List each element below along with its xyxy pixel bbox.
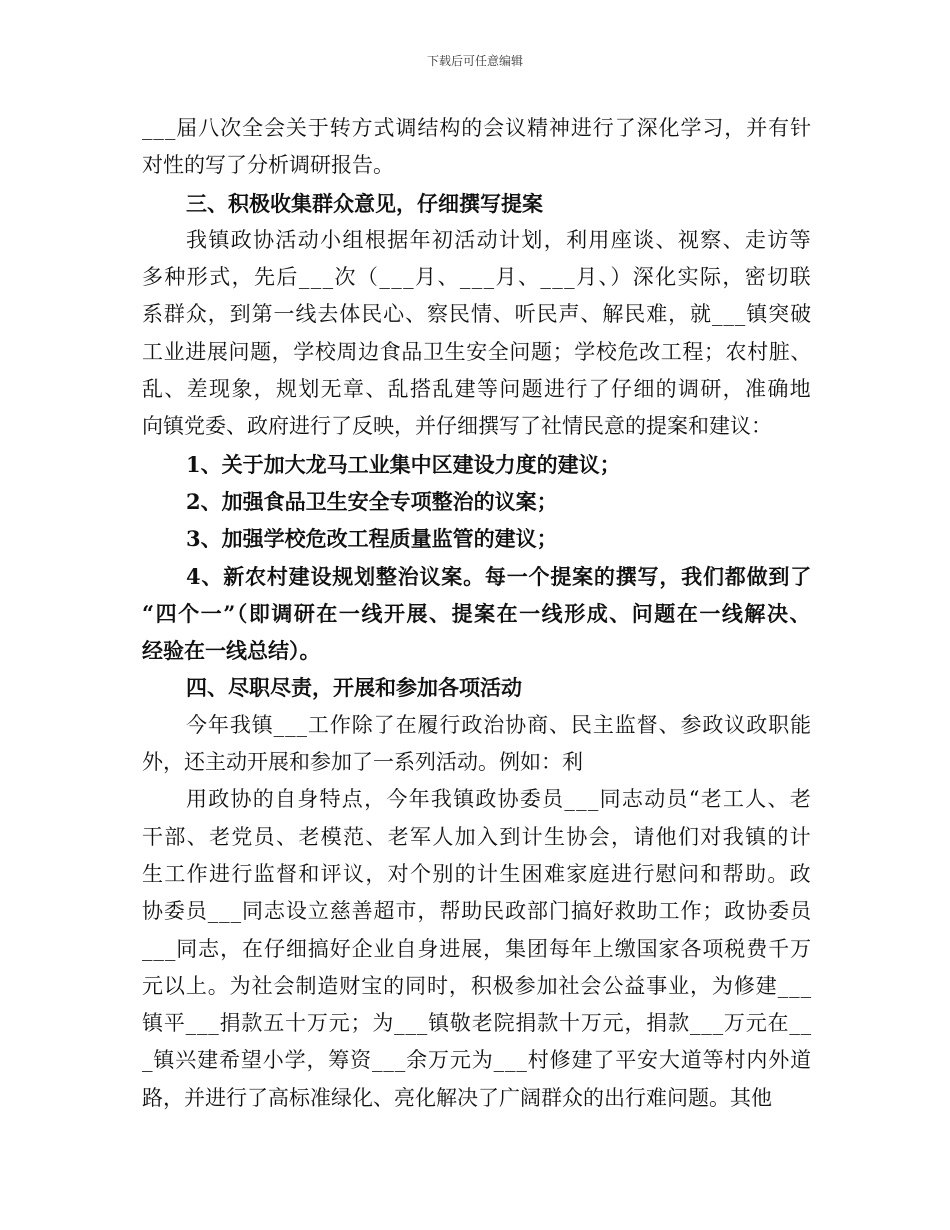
document-body [142,110,812,1117]
text-line: 用政协的自身特点，今年我镇政协委员___同志动员“老工人、老 [186,787,812,812]
text-line: 3、加强学校危改工程质量监管的建议； [186,526,558,552]
text-line: 多种形式，先后___次（___月、___月、___月、）深化实际，密切联 [142,265,812,290]
text-line: 工业进展问题，学校周边食品卫生安全问题；学校危改工程；农村脏、 [142,339,812,364]
text-line: 外，还主动开展和参加了一系列活动。例如：利 [142,750,583,775]
text-line: 今年我镇___工作除了在履行政治协商、民主监督、参政议政职能 [186,712,812,737]
text-line: 协委员___同志设立慈善超市，帮助民政部门搞好救助工作；政协委员 [142,899,812,924]
text-line: 干部、老党员、老模范、老军人加入到计生协会，请他们对我镇的计 [142,824,812,849]
text-line: 2、加强食品卫生安全专项整治的议案； [186,488,558,514]
text-line: “四个一”（即调研在一线开展、提案在一线形成、问题在一线解决、 [142,600,812,626]
text-line: 生工作进行监督和评议，对个别的计生困难家庭进行慰问和帮助。政 [142,861,812,886]
text-line: 经验在一线总结）。 [142,638,321,664]
text-line: 4、新农村建设规划整治议案。每一个提案的撰写，我们都做到了 [186,563,812,589]
text-line: 1、关于加大龙马工业集中区建设力度的建议； [186,451,621,477]
text-line: 对性的写了分析调研报告。 [142,153,394,178]
text-line: ___届八次全会关于转方式调结构的会议精神进行了深化学习，并有针 [142,116,812,140]
page-header: 下载后可任意编辑 [426,54,523,68]
text-line: 路，并进行了高标准绿化、亮化解决了广阔群众的出行难问题。其他 [142,1085,772,1110]
text-line: 向镇党委、政府进行了反映，并仔细撰写了社情民意的提案和建议： [142,414,772,439]
text-line: _镇兴建希望小学，筹资___余万元为___村修建了平安大道等村内外道 [142,1048,812,1073]
text-line: 三、积极收集群众意见，仔细撰写提案 [186,190,543,216]
text-line: 系群众，到第一线去体民心、察民情、听民声、解民难，就___镇突破 [142,302,812,327]
text-line: 元以上。为社会制造财宝的同时，积极参加社会公益事业，为修建___ [142,973,812,998]
text-line: 镇平___捐款五十万元；为___镇敬老院捐款十万元，捐款___万元在__ [142,1011,812,1036]
text-line: ___同志，在仔细搞好企业自身进展，集团每年上缴国家各项税费千万 [142,936,812,961]
text-line: 四、尽职尽责，开展和参加各项活动 [186,675,522,701]
text-line: 乱、差现象，规划无章、乱搭乱建等问题进行了仔细的调研，准确地 [142,377,812,402]
text-line: 我镇政协活动小组根据年初活动计划，利用座谈、视察、走访等 [186,227,812,252]
